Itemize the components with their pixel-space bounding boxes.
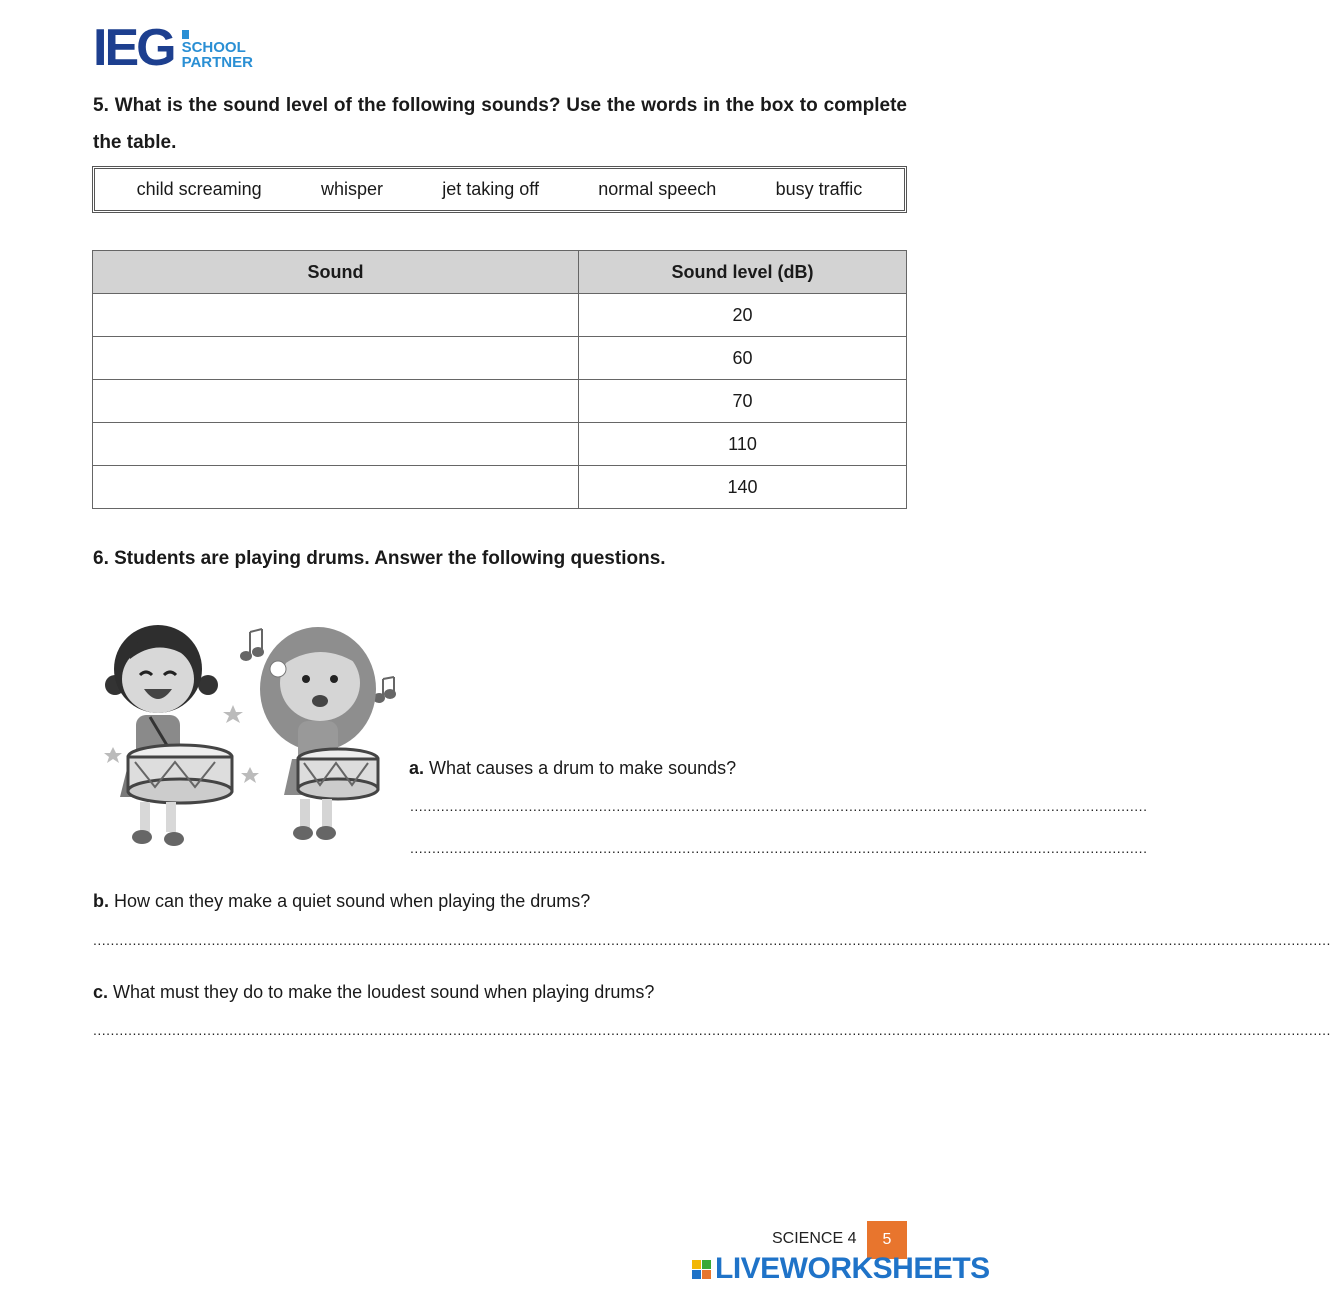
sound-answer-cell[interactable] [93,466,579,509]
question-6b-letter: b. [93,891,109,911]
sound-answer-cell[interactable] [93,380,579,423]
ieg-logo [93,19,253,77]
star-icon [241,767,259,783]
subject-label: SCIENCE 4 [772,1230,857,1247]
logo-main-text: IEG [93,19,174,77]
word-item[interactable]: whisper [320,179,383,199]
word-item[interactable]: jet taking off [442,179,539,199]
question-6c [93,980,654,1004]
logo-line2: PARTNER [181,54,253,71]
liveworksheets-logo [692,1252,990,1286]
question-6b [93,889,590,913]
girl-left [105,625,232,846]
answer-line-6c[interactable]: .......................................................................................................................................................................................................................................................................................... [93,1022,1331,1038]
question-6a-letter: a. [409,758,425,778]
sound-level-cell: 20 [579,294,907,337]
word-box [92,166,907,213]
logo-flag-icon [182,30,189,39]
header-sound: Sound [93,251,579,294]
sound-level-table [92,250,907,509]
sound-level-cell: 140 [579,466,907,509]
girl-right [260,627,378,840]
question-6-title: 6. Students are playing drums. Answer the following questions. [93,548,666,569]
header-sound-level: Sound level (dB) [579,251,907,294]
answer-line-6a-1[interactable]: ........................................................................................................................................................................ [410,798,1148,814]
table-row [93,294,907,337]
logo-subtitle [182,40,253,70]
table-row [93,380,907,423]
answer-line-6a-2[interactable]: ........................................................................................................................................................................ [410,840,1148,856]
table-row [93,337,907,380]
answer-line-6b[interactable]: .......................................................................................................................................................................................................................................................................................... [93,932,1331,948]
sound-answer-cell[interactable] [93,337,579,380]
table-row [93,423,907,466]
question-6c-text: What must they do to make the loudest sound when playing drums? [113,982,655,1002]
sound-answer-cell[interactable] [93,423,579,466]
word-item[interactable]: child screaming [136,179,262,199]
sound-level-cell: 60 [579,337,907,380]
star-icon [104,747,122,763]
liveworksheets-icon [692,1260,711,1279]
table-row [93,466,907,509]
sound-level-cell: 70 [579,380,907,423]
question-6a-text: What causes a drum to make sounds? [429,758,737,778]
liveworksheets-text: LIVEWORKSHEETS [715,1252,990,1285]
word-item[interactable]: busy traffic [775,179,863,199]
sound-answer-cell[interactable] [93,294,579,337]
music-note-icon [241,629,263,660]
word-item[interactable]: normal speech [598,179,717,199]
question-6a [409,756,736,780]
logo-line1: SCHOOL [181,39,246,56]
table-header-row [93,251,907,294]
question-6c-letter: c. [93,982,109,1002]
sound-level-cell: 110 [579,423,907,466]
drumming-girls-illustration [100,617,405,862]
music-note-icon [374,677,395,702]
question-5-title: 5. What is the sound level of the following sounds? Use the words in the box to complete the table. [93,95,907,153]
question-6b-text: How can they make a quiet sound when playing the drums? [114,891,591,911]
page-number-badge: 5 [867,1221,907,1259]
star-icon [223,705,243,723]
